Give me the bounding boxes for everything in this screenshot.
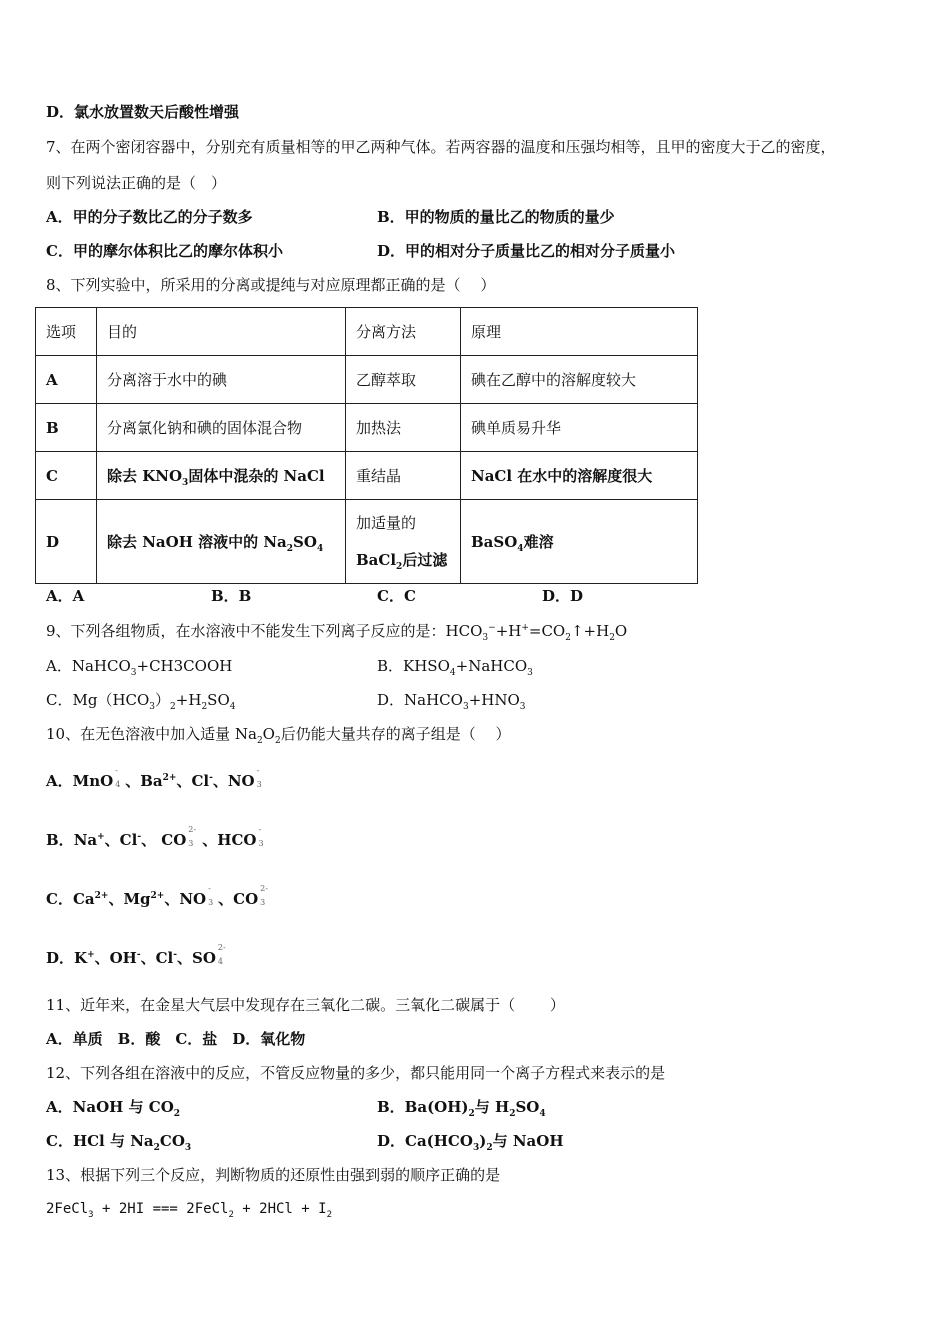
q7-option-a: A．甲的分子数比乙的分子数多 — [46, 208, 253, 226]
row-principle: BaSO$_4$难溶 — [461, 500, 698, 584]
row-option: B — [36, 404, 97, 452]
row-method: 加热法 — [346, 404, 461, 452]
q7-option-b: B．甲的物质的量比乙的物质的量少 — [377, 208, 615, 226]
q8-option-c: C．C — [377, 587, 416, 605]
table-row — [36, 500, 698, 584]
table-row — [36, 404, 698, 452]
q8-option-b: B．B — [211, 587, 252, 605]
q10-stem: 10、在无色溶液中加入适量 $Na_2O_2$后仍能大量共存的离子组是（ ） — [46, 725, 511, 746]
header-option: 选项 — [36, 308, 97, 356]
row-method: 重结晶 — [346, 452, 461, 500]
table-row — [36, 452, 698, 500]
q7-stem-line1: 7、在两个密闭容器中，分别充有质量相等的甲乙两种气体。若两容器的温度和压强均相等，且甲的密度大于乙的密度， — [46, 138, 836, 156]
row-option: A — [36, 356, 97, 404]
q9-option-a: A．NaHCO$_3$+CH3COOH — [46, 657, 233, 678]
q7-option-c: C．甲的摩尔体积比乙的摩尔体积小 — [46, 242, 283, 260]
q10-option-d: D．K+、OH-、Cl-、SO 2- 4 — [46, 943, 226, 967]
q6-option-d: D．氯水放置数天后酸性增强 — [46, 103, 240, 121]
q9-ion-equation: $HCO_3^-+H^+=CO_2↑+H_2O$ — [445, 622, 628, 643]
q7-option-d: D．甲的相对分子质量比乙的相对分子质量小 — [377, 242, 676, 260]
row-goal: 除去 $KNO_3$固体中混杂的 NaCl — [97, 452, 346, 500]
row-method: 乙醇萃取 — [346, 356, 461, 404]
q9-stem: 9、下列各组物质，在水溶液中不能发生下列离子反应的是：$HCO_3^-+H^+=CO_2↑+H_2O$ — [46, 622, 628, 643]
q8-option-d: D．D — [542, 587, 584, 605]
header-principle: 原理 — [461, 308, 698, 356]
header-method: 分离方法 — [346, 308, 461, 356]
row-method: 加适量的 BaCl$_2$后过滤 — [346, 500, 461, 584]
q9-option-c: C．$Mg(HCO_3)_2+H_2SO_4$ — [46, 691, 236, 712]
row-option: C — [36, 452, 97, 500]
table-header-row — [36, 308, 698, 356]
q9-option-b: B．$KHSO_4+NaHCO_3$ — [377, 657, 533, 678]
q8-stem: 8、下列实验中，所采用的分离或提纯与对应原理都正确的是（ ） — [46, 276, 496, 294]
row-principle: NaCl 在水中的溶解度很大 — [461, 452, 698, 500]
row-option: D — [36, 500, 97, 584]
row-goal: 除去 NaOH 溶液中的 $Na_2SO_4$ — [97, 500, 346, 584]
row-principle: 碘在乙醇中的溶解度较大 — [461, 356, 698, 404]
q9-option-d: D．$NaHCO_3+HNO_3$ — [377, 691, 526, 712]
q13-stem: 13、根据下列三个反应，判断物质的还原性由强到弱的顺序正确的是 — [46, 1166, 501, 1184]
q7-stem-line2: 则下列说法正确的是（ ） — [46, 174, 227, 192]
q8-table — [35, 307, 698, 584]
q10-option-a: A．MnO - 4 、$Ba^{2+}$、Cl-、NO - 3 — [46, 766, 262, 790]
q8-option-a: A．A — [46, 587, 85, 605]
row-principle: 碘单质易升华 — [461, 404, 698, 452]
q11-options: A．单质 B．酸 C．盐 D．氧化物 — [46, 1030, 306, 1048]
header-goal: 目的 — [97, 308, 346, 356]
q12-option-b: B．$Ba(OH)_2$与 $H_2SO_4$ — [377, 1098, 546, 1119]
table-row — [36, 356, 698, 404]
row-goal: 分离溶于水中的碘 — [97, 356, 346, 404]
q13-equation-1: 2FeCl$_3$ + 2HI === 2FeCl$_2$ + $2HCl + I_2$ — [46, 1201, 332, 1220]
q12-stem: 12、下列各组在溶液中的反应，不管反应物量的多少，都只能用同一个离子方程式来表示的是 — [46, 1064, 666, 1082]
q12-option-d: D．$Ca(HCO_3)_2$与 NaOH — [377, 1132, 564, 1153]
q12-option-c: C．HCl 与 $Na_2CO_3$ — [46, 1132, 192, 1153]
q10-option-b: B．Na+、Cl-、 CO 2- 3 、HCO - 3 — [46, 825, 264, 849]
q10-option-c: C．$Ca^{2+}$、$Mg^{2+}$、NO - 3 、CO 2- 3 — [46, 884, 268, 908]
row-goal: 分离氯化钠和碘的固体混合物 — [97, 404, 346, 452]
q11-stem: 11、近年来，在金星大气层中发现存在三氧化二碳。三氧化二碳属于（ ） — [46, 996, 565, 1014]
q12-option-a: A．NaOH 与 $CO_2$ — [46, 1098, 181, 1119]
